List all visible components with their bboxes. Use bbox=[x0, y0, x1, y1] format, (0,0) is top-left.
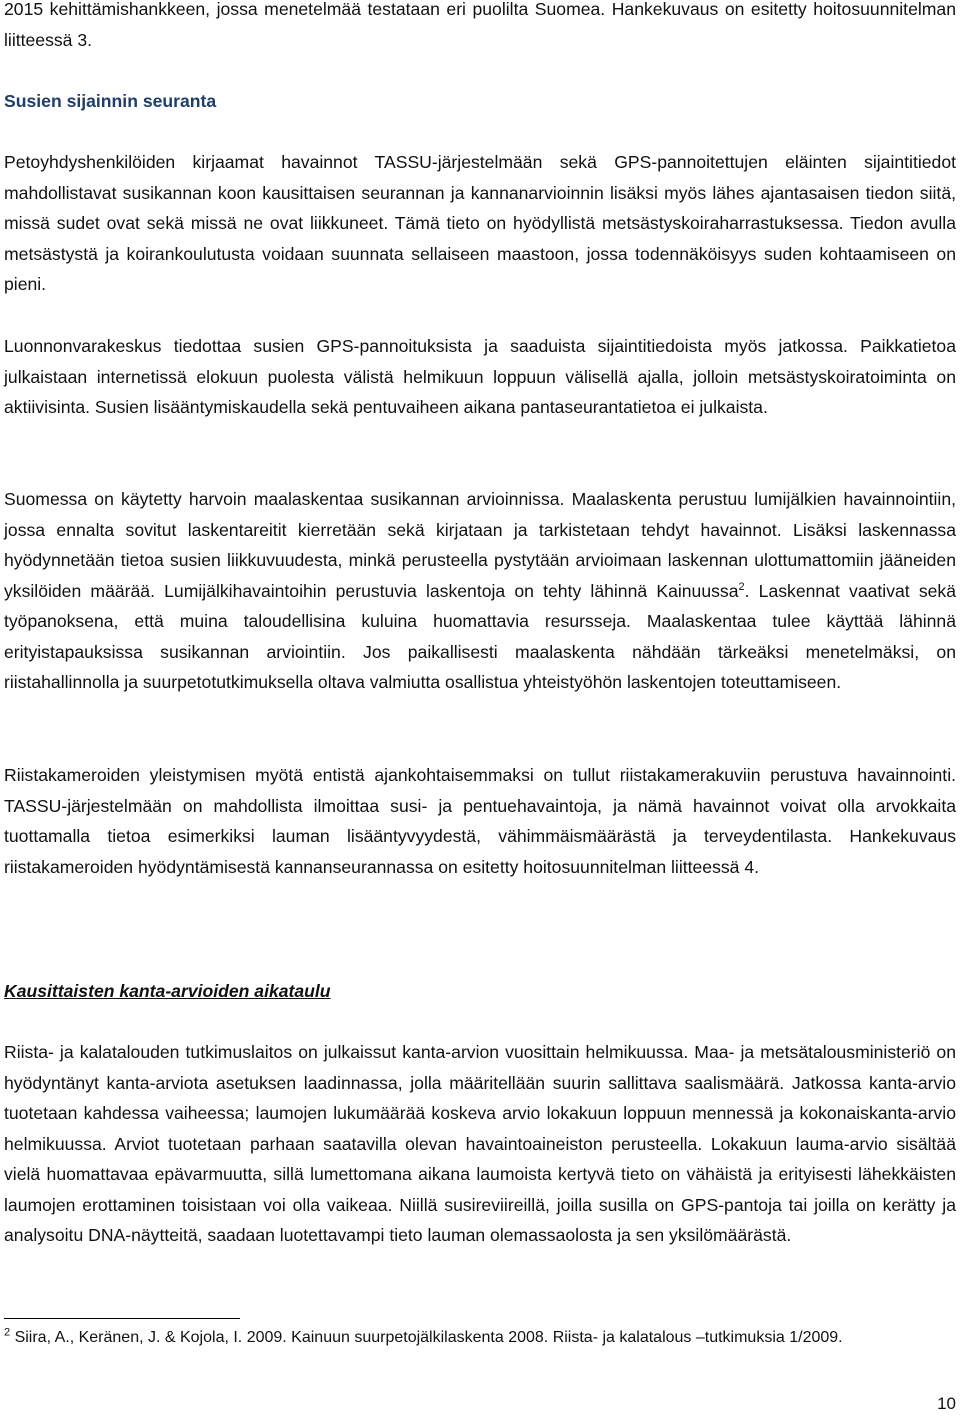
footnote-reference[interactable]: 2 bbox=[738, 580, 745, 593]
paragraph-tassu-gps: Petoyhdyshenkilöiden kirjaamat havainnot TASSU-järjestelmään sekä GPS-pannoitettujen eläinten sijaintitiedot mahdollistavat susikannan koon kausittaisen seurannan ja kannanarvioinnin lisäksi myös lähes ajantasaisen tiedon siitä, missä sudet ovat sekä missä ne ovat liikkuneet. Tämä tieto on hyödyllistä metsästyskoiraharrastuksessa. Tiedon avulla metsästystä ja koirankoulutusta voidaan suunnata sellaiseen maastoon, jossa todennäköisyys suden kohtaamiseen on pieni. bbox=[4, 152, 956, 294]
footnote-separator bbox=[4, 1318, 240, 1319]
paragraph-riistakamerat: Riistakameroiden yleistymisen myötä entistä ajankohtaisemmaksi on tullut riistakamerakuviin perustuva havainnointi. TASSU-järjestelmään on mahdollista ilmoittaa susi- ja pentuehavaintoja, ja nämä havainnot voivat olla arvokkaita tuottamalla tietoa esimerkiksi lauman lisääntyvyydestä, vähimmäismäärästä ja terveydentilasta. Hankekuvaus riistakameroiden hyödyntämisestä kannanseurannassa on esitetty hoitosuunnitelman liitteessä 4. bbox=[4, 765, 956, 877]
intro-paragraph: 2015 kehittämishankkeen, jossa menetelmää testataan eri puolilta Suomea. Hankekuvaus on esitetty hoitosuunnitelman liitteessä 3. bbox=[4, 0, 956, 50]
paragraph-maalaskenta-start: Suomessa on käytetty harvoin maalaskentaa susikannan arvioinnissa. Maalaskenta perustuu lumijälkien havainnointiin, jossa ennalta sovitut laskentareitit kierretään sekä kirjataan ja tarkistetaan tehdyt havainnot. Lisäksi laskennassa hyödynnetään tietoa susien liikkuvuudesta, minkä perusteella pystytään arvioimaan laskennan ulottumattomiin jääneiden yksilöiden määrää. Lumijälkihavaintoihin perustuvia laskentoja on tehty lähinnä Kainuussa bbox=[4, 489, 956, 601]
paragraph-luonnonvarakeskus: Luonnonvarakeskus tiedottaa susien GPS-pannoituksista ja saaduista sijaintitiedoista myös jatkossa. Paikkatietoa julkaistaan internetissä elokuun puolesta välistä helmikuun loppuun välisellä ajalla, jolloin metsästyskoiratoiminta on aktiivisinta. Susien lisääntymiskaudella sekä pentuvaiheen aikana pantaseurantatietoa ei julkaista. bbox=[4, 336, 956, 417]
footnote bbox=[4, 1326, 956, 1350]
page-number: 10 bbox=[937, 1394, 956, 1413]
section-heading-susien-sijainnin-seuranta: Susien sijainnin seuranta bbox=[4, 91, 217, 111]
paragraph-maalaskenta-end: . Laskennat vaativat sekä työpanoksena, että muina taloudellisina kuluina huomattavia resursseja. Maalaskentaa tulee käyttää lähinnä erityistapauksissa susikannan arviointiin. Jos paikallisesti maalaskenta nähdään tärkeäksi menetelmäksi, on riistahallinnolla ja suurpetotutkimuksella oltava valmiutta osallistua yhteistyöhön laskentojen toteuttamiseen. bbox=[4, 580, 956, 692]
paragraph-kanta-arvio: Riista- ja kalatalouden tutkimuslaitos on julkaissut kanta-arvion vuosittain helmikuussa. Maa- ja metsätalousministeriö on hyödyntänyt kanta-arviota asetuksen laadinnassa, jolla määritellään suurin sallittava saalismäärä. Jatkossa kanta-arvio tuotetaan kahdessa vaiheessa; laumojen lukumäärää koskeva arvio lokakuun loppuun mennessä ja kokonaiskanta-arvio helmikuussa. Arviot tuotetaan parhaan saatavilla olevan havaintoaineiston perusteella. Lokakuun lauma-arvio sisältää vielä huomattavaa epävarmuutta, sillä lumettomana aikana laumoista kertyvä tieto on vähäistä ja erityisesti lähekkäisten laumojen erottaminen toisistaan voi olla vaikeaa. Niillä susireviireillä, joilla susilla on GPS-pantoja tai joilla on kerätty ja analysoitu DNA-näytteitä, saadaan luotettavampi tieto lauman olemassaolosta ja sen yksilömäärästä. bbox=[4, 1042, 956, 1245]
section-heading-kanta-arvioiden-aikataulu: Kausittaisten kanta-arvioiden aikataulu bbox=[4, 981, 331, 1001]
footnote-text: Siira, A., Keränen, J. & Kojola, I. 2009. Kainuun suurpetojälkilaskenta 2008. Riista- ja kalatalous –tutkimuksia 1/2009. bbox=[10, 1329, 843, 1346]
paragraph-maalaskenta bbox=[4, 484, 956, 698]
footnote-number: 2 bbox=[4, 1326, 11, 1339]
